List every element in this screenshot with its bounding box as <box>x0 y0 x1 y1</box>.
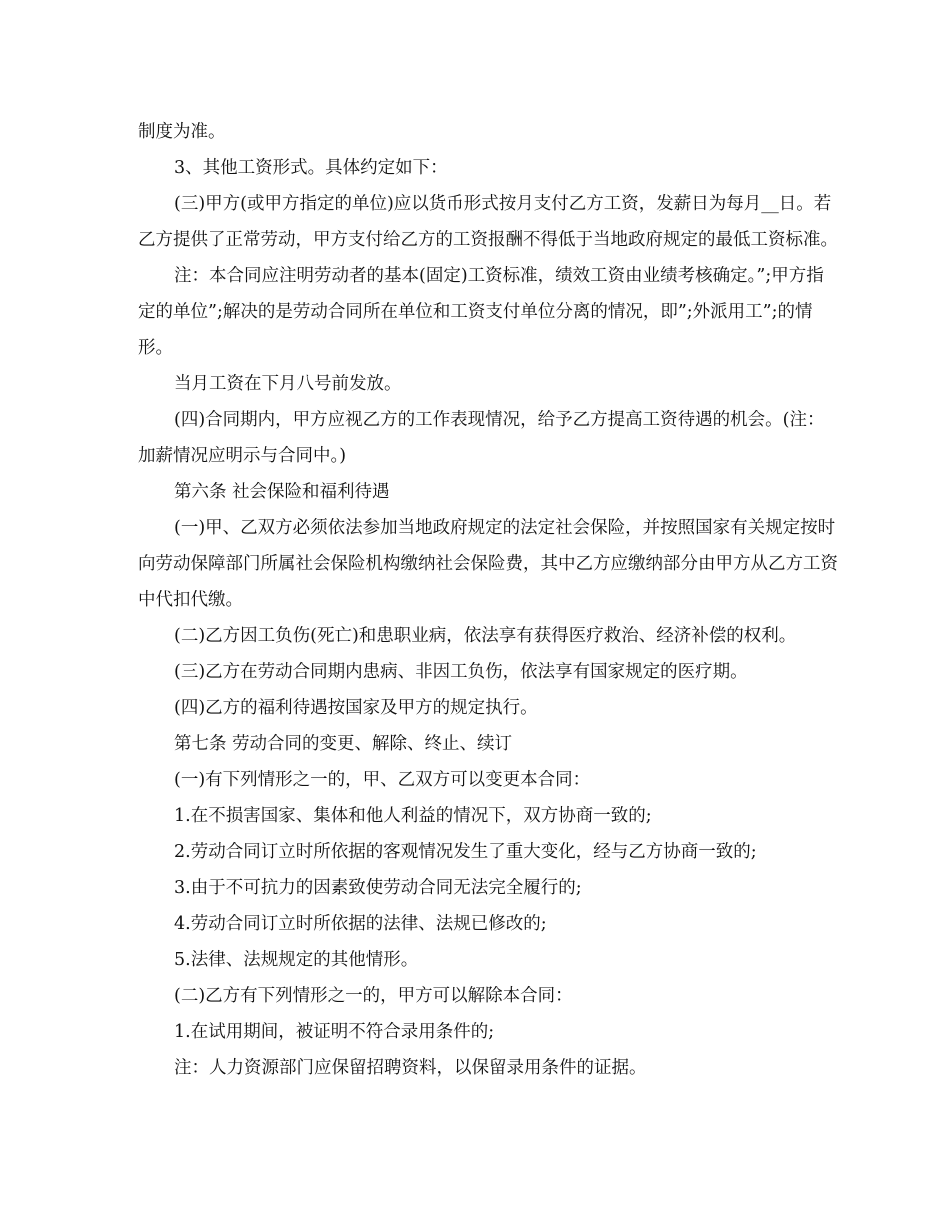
paragraph-10: (三)乙方在劳动合同期内患病、非因工负伤，依法享有国家规定的医疗期。 <box>174 662 748 682</box>
paragraph-9: (二)乙方因工负伤(死亡)和患职业病，依法享有获得医疗救治、经济补偿的权利。 <box>174 626 797 646</box>
paragraph-8: (一)甲、乙双方必须依法参加当地政府规定的法定社会保险，并按照国家有关规定按时向劳动保障部门所属社会保险机构缴纳社会保险费，其中乙方应缴纳部分由甲方从乙方工资中代扣代缴。 <box>138 518 838 610</box>
paragraph-13: (一)有下列情形之一的，甲、乙双方可以变更本合同： <box>174 770 591 790</box>
document-body <box>138 114 838 1086</box>
paragraph-3: (三)甲方(或甲方指定的单位)应以货币形式按月支付乙方工资，发薪日为每月__日。若乙方提供了正常劳动，甲方支付给乙方的工资报酬不得低于当地政府规定的最低工资标准。 <box>138 194 838 250</box>
paragraph-5: 当月工资在下月八号前发放。 <box>174 374 402 394</box>
paragraph-1: 制度为准。 <box>138 122 226 142</box>
list-item-3: 3.由于不可抗力的因素致使劳动合同无法完全履行的; <box>174 878 582 898</box>
list-item-4: 4.劳动合同订立时所依据的法律、法规已修改的; <box>174 914 547 934</box>
list-item-2: 2.劳动合同订立时所依据的客观情况发生了重大变化，经与乙方协商一致的; <box>174 842 757 862</box>
note-paragraph: 注：人力资源部门应保留招聘资料，以保留录用条件的证据。 <box>174 1058 647 1078</box>
paragraph-6: (四)合同期内，甲方应视乙方的工作表现情况，给予乙方提高工资待遇的机会。(注：加薪情况应明示与合同中。) <box>138 410 825 466</box>
article-6-heading: 第六条 社会保险和福利待遇 <box>174 482 390 502</box>
list-item-5: 5.法律、法规规定的其他情形。 <box>174 950 419 970</box>
paragraph-4: 注：本合同应注明劳动者的基本(固定)工资标准，绩效工资由业绩考核确定。”;甲方指定的单位”;解决的是劳动合同所在单位和工资支付单位分离的情况，即”;外派用工”;的情形。 <box>138 266 824 358</box>
article-7-heading: 第七条 劳动合同的变更、解除、终止、续订 <box>174 734 513 754</box>
list-item-6: 1.在试用期间，被证明不符合录用条件的; <box>174 1022 495 1042</box>
paragraph-2: 3、其他工资形式。具体约定如下： <box>174 158 448 178</box>
paragraph-19: (二)乙方有下列情形之一的，甲方可以解除本合同： <box>174 986 573 1006</box>
paragraph-11: (四)乙方的福利待遇按国家及甲方的规定执行。 <box>174 698 538 718</box>
list-item-1: 1.在不损害国家、集体和他人利益的情况下，双方协商一致的; <box>174 806 652 826</box>
